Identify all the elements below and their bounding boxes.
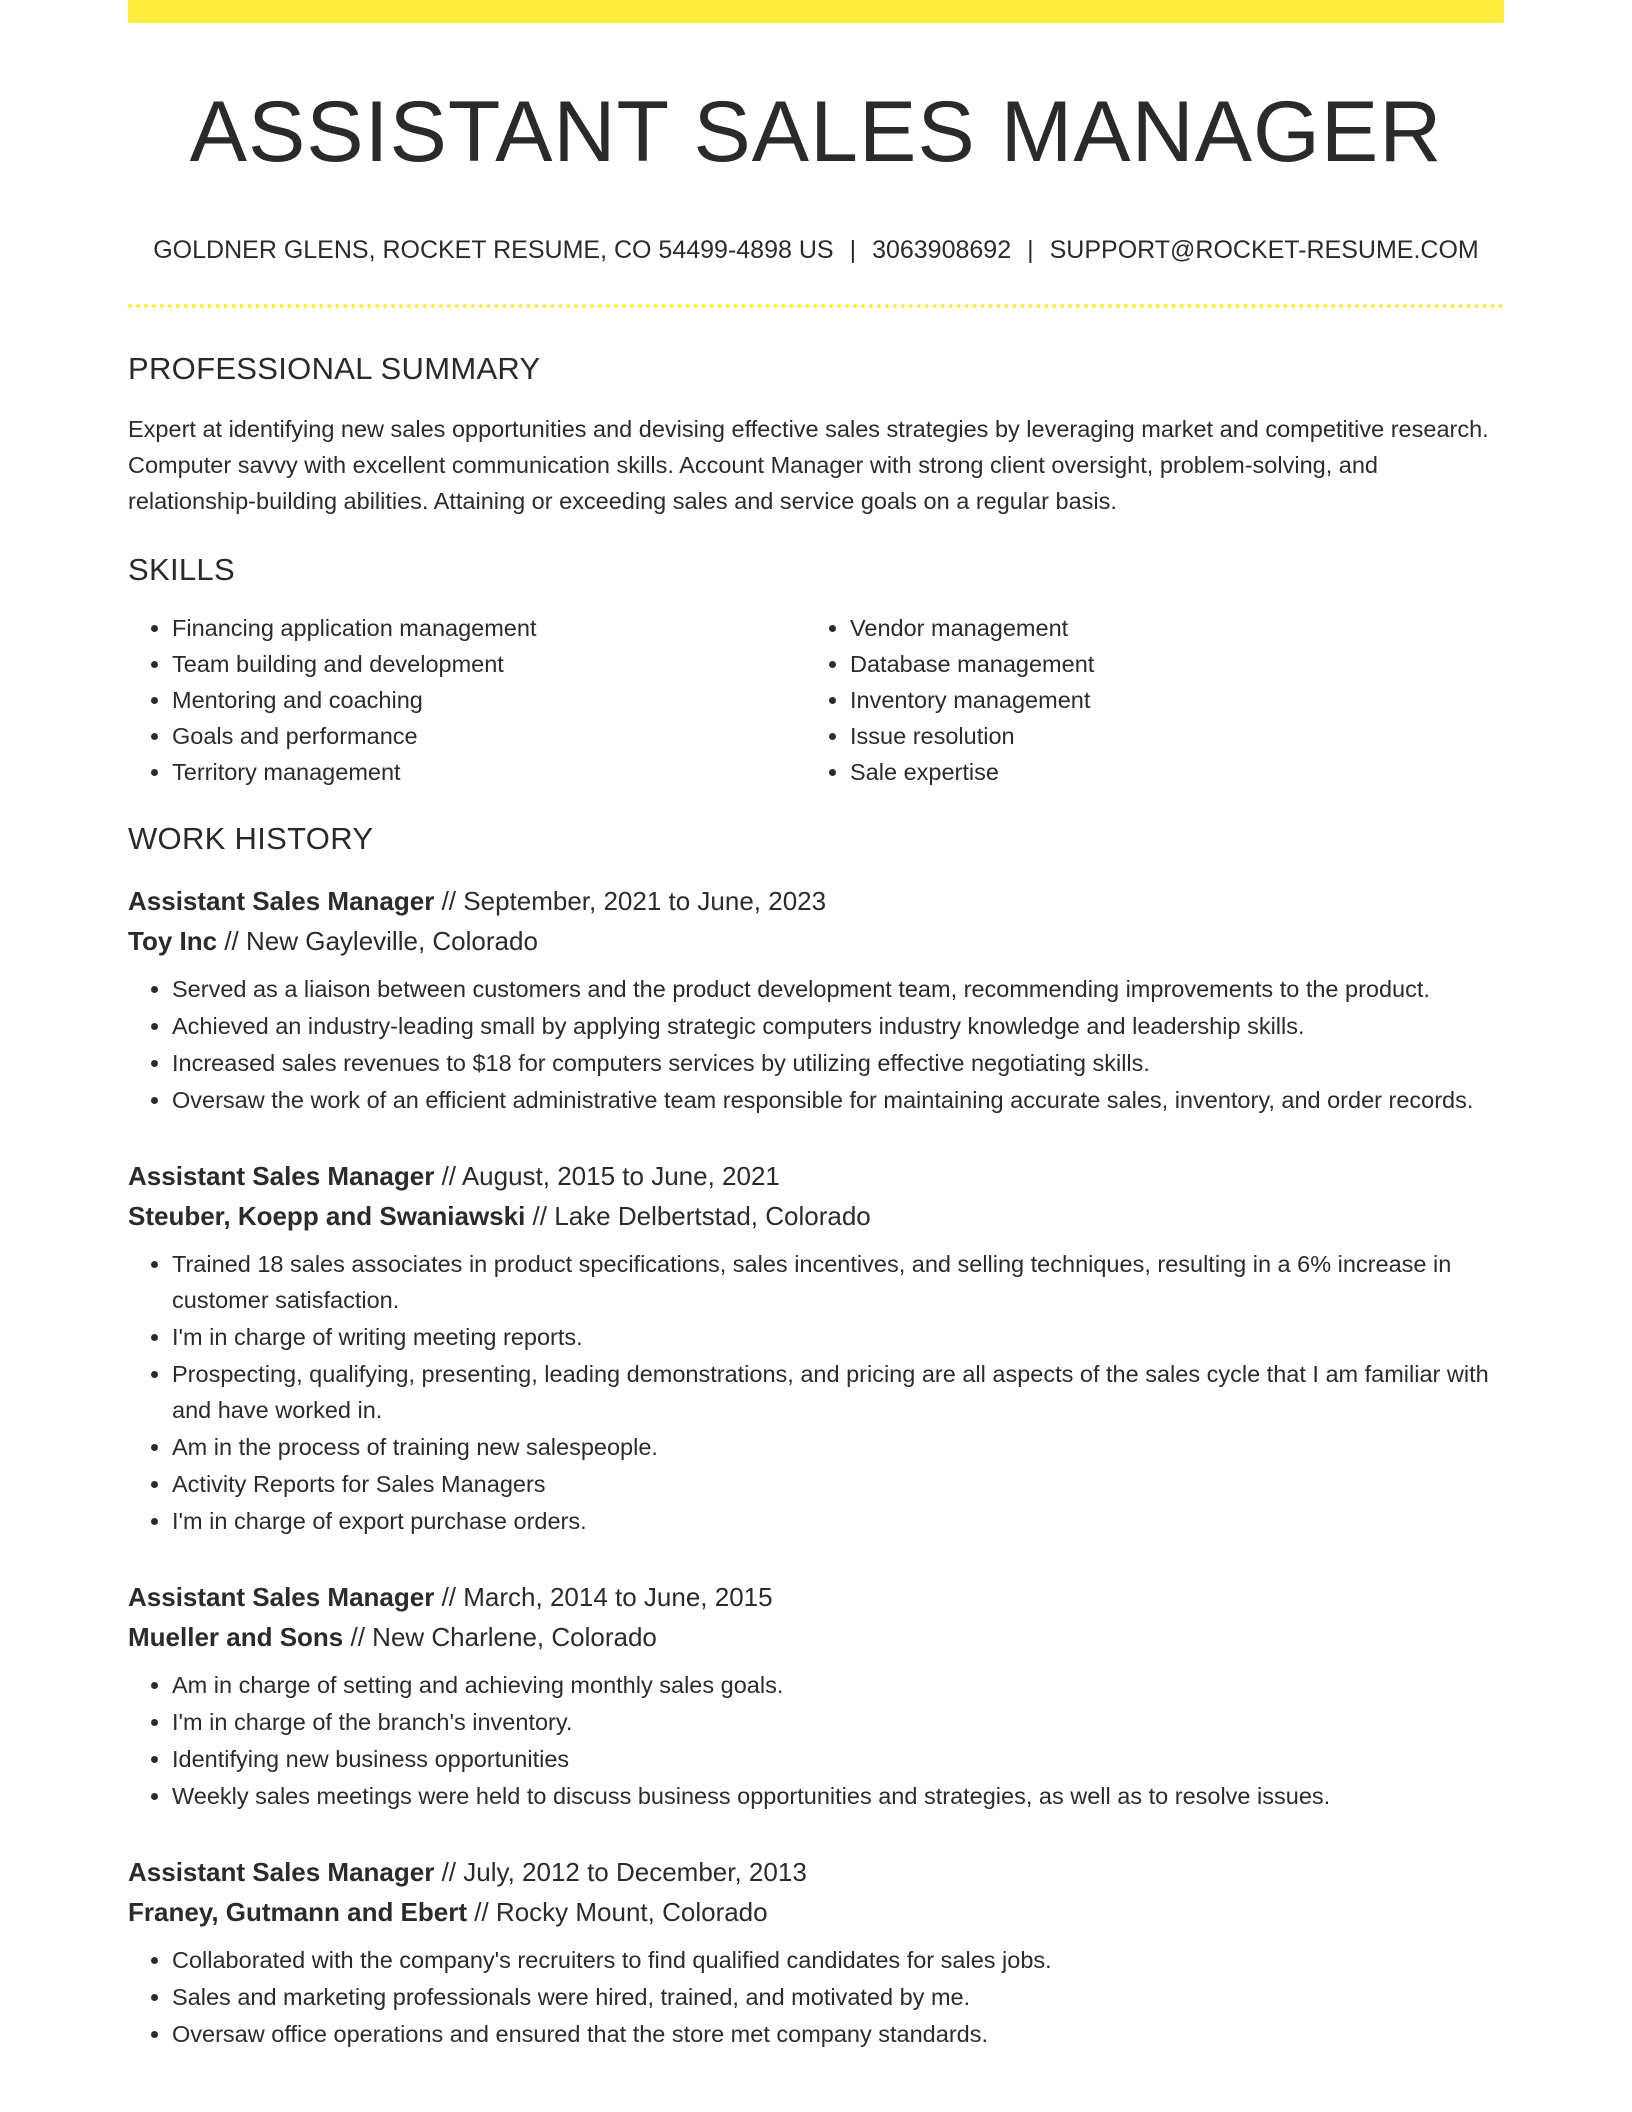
job-separator: // — [525, 1200, 555, 1231]
job-role-line — [128, 881, 1504, 921]
job-role: Assistant Sales Manager — [128, 885, 435, 916]
job-separator: // — [434, 1160, 462, 1191]
job-entry — [128, 1852, 1504, 2052]
skill-item: • Team building and development — [172, 646, 806, 682]
job-bullet: • Increased sales revenues to $18 for computers services by utilizing effective negotiating skills. — [172, 1045, 1504, 1081]
skill-item: • Sale expertise — [850, 754, 1484, 790]
work-history-heading: WORK HISTORY — [128, 820, 374, 856]
job-location: New Gayleville, Colorado — [246, 925, 538, 956]
job-dates: August, 2015 to June, 2021 — [461, 1160, 780, 1191]
accent-bar — [128, 0, 1504, 23]
job-separator: // — [217, 925, 246, 956]
contact-line — [128, 236, 1504, 265]
skills-column-right — [806, 610, 1484, 790]
job-bullet: • I'm in charge of the branch's inventory. — [172, 1704, 1504, 1740]
job-separator: // — [434, 885, 464, 916]
skill-item: • Mentoring and coaching — [172, 682, 806, 718]
job-bullet: • I'm in charge of export purchase orders. — [172, 1503, 1504, 1539]
skill-item: • Issue resolution — [850, 718, 1484, 754]
job-bullet: • Collaborated with the company's recruiters to find qualified candidates for sales jobs. — [172, 1942, 1504, 1978]
job-role-line — [128, 1852, 1504, 1892]
job-company-line — [128, 921, 1504, 961]
summary-text: Expert at identifying new sales opportunities and devising effective sales strategies by leveraging market and competitive research. Computer savvy with excellent communication skills. Account Manager with strong client oversight, problem-solving, and relationship-building abilities. Attaining or exceeding sales and service goals on a regular basis. — [128, 415, 1489, 514]
job-location: Rocky Mount, Colorado — [495, 1896, 768, 1927]
skill-item: • Vendor management — [850, 610, 1484, 646]
job-company-line — [128, 1892, 1504, 1932]
job-company: Steuber, Koepp and Swaniawski — [128, 1200, 526, 1231]
job-company-line — [128, 1617, 1504, 1657]
job-bullets — [128, 1667, 1504, 1814]
job-separator: // — [343, 1621, 373, 1652]
job-role: Assistant Sales Manager — [128, 1160, 435, 1191]
resume-page — [128, 0, 1504, 2053]
job-role-line — [128, 1577, 1504, 1617]
job-bullet: • Achieved an industry-leading small by applying strategic computers industry knowledge and leadership skills. — [172, 1008, 1504, 1044]
job-bullet: • Weekly sales meetings were held to discuss business opportunities and strategies, as well as to resolve issues. — [172, 1778, 1504, 1814]
skill-item: • Inventory management — [850, 682, 1484, 718]
job-dates: March, 2014 to June, 2015 — [463, 1581, 773, 1612]
job-entry — [128, 1156, 1504, 1539]
contact-separator: | — [1027, 235, 1034, 264]
job-bullet: • Trained 18 sales associates in product specifications, sales incentives, and selling techniques, resulting in a 6% increase in customer satisfaction. — [172, 1246, 1504, 1318]
candidate-title: ASSISTANT SALES MANAGER — [189, 84, 1443, 180]
job-company: Toy Inc — [128, 925, 218, 956]
job-location: New Charlene, Colorado — [372, 1621, 657, 1652]
contact-email: SUPPORT@ROCKET-RESUME.COM — [1049, 235, 1479, 264]
job-bullet: • I'm in charge of writing meeting reports. — [172, 1319, 1504, 1355]
job-entry — [128, 881, 1504, 1118]
job-role-line — [128, 1156, 1504, 1196]
job-company: Mueller and Sons — [128, 1621, 344, 1652]
job-bullet: • Identifying new business opportunities — [172, 1741, 1504, 1777]
job-bullet: • Prospecting, qualifying, presenting, leading demonstrations, and pricing are all aspects of the sales cycle that I am familiar with and have worked in. — [172, 1356, 1504, 1428]
job-bullets — [128, 971, 1504, 1118]
job-entry — [128, 1577, 1504, 1814]
skill-item: • Database management — [850, 646, 1484, 682]
contact-address: GOLDNER GLENS, ROCKET RESUME, CO 54499-4898 US — [153, 235, 834, 264]
skill-item: • Financing application management — [172, 610, 806, 646]
skill-item: • Goals and performance — [172, 718, 806, 754]
job-dates: September, 2021 to June, 2023 — [463, 885, 827, 916]
job-bullets — [128, 1942, 1504, 2052]
job-bullets — [128, 1246, 1504, 1539]
dotted-divider — [128, 304, 1504, 308]
contact-separator: | — [849, 235, 857, 264]
job-separator: // — [467, 1896, 496, 1927]
job-company: Franey, Gutmann and Ebert — [128, 1896, 468, 1927]
job-bullet: • Activity Reports for Sales Managers — [172, 1466, 1504, 1502]
job-bullet: • Served as a liaison between customers and the product development team, recommending improvements to the product. — [172, 971, 1504, 1007]
job-location: Lake Delbertstad, Colorado — [554, 1200, 871, 1231]
job-bullet: • Oversaw office operations and ensured that the store met company standards. — [172, 2016, 1504, 2052]
job-bullet: • Sales and marketing professionals were hired, trained, and motivated by me. — [172, 1979, 1504, 2015]
skills-column-left — [128, 610, 806, 790]
job-bullet: • Am in charge of setting and achieving monthly sales goals. — [172, 1667, 1504, 1703]
job-role: Assistant Sales Manager — [128, 1581, 435, 1612]
contact-phone: 3063908692 — [872, 235, 1012, 264]
skills-list — [128, 610, 1504, 790]
job-separator: // — [434, 1581, 464, 1612]
job-company-line — [128, 1196, 1504, 1236]
summary-heading: PROFESSIONAL SUMMARY — [128, 350, 541, 386]
skill-item: • Territory management — [172, 754, 806, 790]
job-separator: // — [434, 1856, 464, 1887]
skills-heading: SKILLS — [128, 551, 235, 587]
job-dates: July, 2012 to December, 2013 — [463, 1856, 807, 1887]
job-role: Assistant Sales Manager — [128, 1856, 435, 1887]
job-bullet: • Oversaw the work of an efficient administrative team responsible for maintaining accurate sales, inventory, and order records. — [172, 1082, 1504, 1118]
job-bullet: • Am in the process of training new salespeople. — [172, 1429, 1504, 1465]
